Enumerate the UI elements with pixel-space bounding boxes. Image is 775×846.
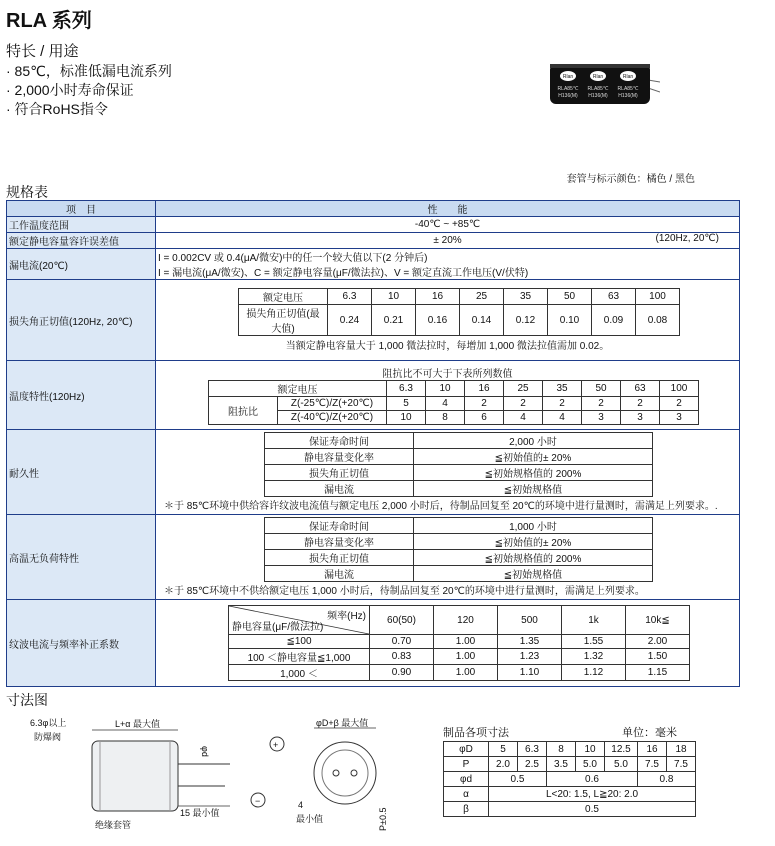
lt-r2: 3	[582, 411, 621, 425]
temp-label: 工作温度范围	[7, 217, 156, 233]
tan-v: 100	[636, 289, 680, 305]
lt-r2: 3	[621, 411, 660, 425]
lt-v: 25	[504, 381, 543, 397]
plus-label: +	[273, 740, 279, 750]
row-lt	[7, 361, 740, 430]
lt-r2: 4	[504, 411, 543, 425]
photo-rating-1: RLA85℃	[557, 86, 579, 92]
lt-r2: 4	[543, 411, 582, 425]
tan-val: 0.21	[372, 305, 416, 336]
tan-v: 35	[504, 289, 548, 305]
min15-label: 15 最小值	[180, 808, 220, 818]
photo-logo-2: Rlan	[592, 74, 604, 80]
feature-3: · 符合RoHS指令	[6, 101, 108, 117]
tan-label: 损失角正切值(120Hz, 20℃)	[7, 280, 156, 361]
lt-v: 6.3	[387, 381, 426, 397]
dimension-table: φD 5 6.3 8 10 12.5 16 18 P 2.0 2.5 3.5 5.0 5.0 7.5 7.5 φd 0.5 0.6 0.8 α L<20: 1.5, L≧20: 2.0 β 0.5	[443, 741, 696, 817]
photo-caption: 套管与标示颜色：橘色 / 黑色	[566, 174, 695, 185]
dim-heading: 寸法图	[6, 692, 48, 708]
lt-r1: 2	[621, 397, 660, 411]
lt-row2-label: Z(-40℃)/Z(+20℃)	[278, 411, 387, 425]
row-shelf	[7, 515, 740, 600]
page-title: RLA 系列	[6, 10, 92, 32]
lt-top: 阻抗比不可大于下表所列数值	[382, 369, 513, 380]
vent-label-1: 6.3φ以上	[30, 718, 67, 728]
sleeve-label: 绝缘套管	[95, 820, 132, 830]
dimtable-heading: 制品各项寸法	[443, 727, 509, 739]
tan-v: 6.3	[328, 289, 372, 305]
lt-r1: 2	[504, 397, 543, 411]
tan-val: 0.14	[460, 305, 504, 336]
lt-row1-label: Z(-25℃)/Z(+20℃)	[278, 397, 387, 411]
tan-v: 63	[592, 289, 636, 305]
lt-r1: 2	[465, 397, 504, 411]
tan-val: 0.12	[504, 305, 548, 336]
row-temp	[7, 217, 740, 233]
shelf-table: 保证寿命时间 1,000 小时 静电容量变化率 ≦初始值的± 20% 损失角正切值 ≦初始规格值的 200% 漏电流 ≦初始规格值	[264, 517, 653, 582]
lt-r2: 6	[465, 411, 504, 425]
lt-r1: 4	[426, 397, 465, 411]
spec-table	[6, 200, 740, 687]
vent-label-2: 防爆阀	[34, 732, 62, 742]
row-ripple	[7, 600, 740, 687]
tan-val: 0.08	[636, 305, 680, 336]
tan-val: 0.24	[328, 305, 372, 336]
row-tan	[7, 280, 740, 361]
features-heading: 特长 / 用途	[6, 43, 79, 60]
lt-v: 63	[621, 381, 660, 397]
pitch-label: P±0.5	[378, 807, 388, 831]
photo-code-3: H136(M)	[618, 93, 638, 99]
tan-val: 0.09	[592, 305, 636, 336]
end-note: ＊于 85℃环境中供给容许纹波电流值与额定电压 2,000 小时后，待制品回复至 20℃的环境中进行量测时，需满足上列要求。.	[164, 501, 718, 512]
row-tol	[7, 233, 740, 249]
lt-r2: 3	[660, 411, 699, 425]
phid-label: φd	[200, 746, 210, 757]
lt-label: 温度特性(120Hz)	[7, 361, 156, 430]
col-perf: 性 能	[156, 201, 740, 217]
min4-label-2: 最小值	[296, 814, 324, 824]
lt-r2: 10	[387, 411, 426, 425]
tol-cond: (120Hz, 20℃)	[655, 233, 719, 244]
lt-v: 16	[465, 381, 504, 397]
lt-r2: 8	[426, 411, 465, 425]
lt-v: 10	[426, 381, 465, 397]
lt-r1: 2	[543, 397, 582, 411]
rip-table: 频率(Hz) 静电容量(μF/微法拉) 60(50) 120 500 1k 10k≦ ≦100 0.70 1.00 1.35 1.55 2.00 100 ＜静电容量≦1,000 0.83 1.00 1.23 1.32 1.50 1,000 ＜ 0.90 1.00 1.10 1.12 1.15	[228, 605, 690, 681]
lt-table	[208, 380, 699, 425]
minus-label: −	[255, 796, 261, 806]
end-table: 保证寿命时间 2,000 小时 静电容量变化率 ≦初始值的± 20% 损失角正切值 ≦初始规格值的 200% 漏电流 ≦初始规格值	[264, 432, 653, 497]
shelf-note: ＊于 85℃环境中不供给额定电压 1,000 小时后，待制品回复至 20℃的环境中进行量测时，需满足上列要求。	[164, 586, 645, 597]
photo-logo-3: Rlan	[622, 74, 634, 80]
phiD-label: φD+β 最大值	[316, 718, 369, 728]
row-leak	[7, 249, 740, 280]
dimtable-unit: 单位：毫米	[622, 727, 677, 739]
min4-label: 4	[298, 800, 304, 810]
tan-v: 10	[372, 289, 416, 305]
tol-value: ± 20%	[433, 235, 462, 246]
capacitor-photo	[548, 58, 660, 110]
shelf-label: 高温无负荷特性	[7, 515, 156, 600]
lt-hdr: 额定电压	[209, 381, 387, 397]
lt-v: 35	[543, 381, 582, 397]
dimension-drawing	[30, 716, 430, 841]
tan-val: 0.10	[548, 305, 592, 336]
photo-rating-2: RLA85℃	[587, 86, 609, 92]
lt-r1: 2	[660, 397, 699, 411]
photo-rating-3: RLA85℃	[617, 86, 639, 92]
leak-line-2: I = 漏电流(μA/微安)、C = 额定静电容量(μF/微法拉)、V = 额定直流工作电压(V/伏特)	[158, 268, 529, 279]
tan-val: 0.16	[416, 305, 460, 336]
tan-note: 当额定静电容量大于 1,000 微法拉时，每增加 1,000 微法拉值需加 0.02。	[285, 341, 610, 352]
leak-label: 漏电流(20℃)	[7, 249, 156, 280]
lt-r1: 2	[582, 397, 621, 411]
tan-v: 16	[416, 289, 460, 305]
photo-logo-1: Rlan	[562, 74, 574, 80]
end-label: 耐久性	[7, 430, 156, 515]
len-label: L+α 最大值	[115, 719, 160, 729]
rip-label: 纹波电流与频率补正系数	[7, 600, 156, 687]
tan-row-label: 损失角正切值(最大值)	[239, 305, 328, 336]
lt-v: 100	[660, 381, 699, 397]
lt-group: 阻抗比	[209, 397, 278, 425]
lt-v: 50	[582, 381, 621, 397]
rip-freq-hdr: 频率(Hz)	[327, 611, 366, 622]
lt-r1: 5	[387, 397, 426, 411]
tan-hdr: 额定电压	[239, 289, 328, 305]
tol-label: 额定静电容量容许误差值	[7, 233, 156, 249]
row-endurance	[7, 430, 740, 515]
leak-line-1: I = 0.002CV 或 0.4(μA/微安)中的任一个较大值以下(2 分钟后)	[158, 253, 428, 264]
spec-header-row	[7, 201, 740, 217]
tan-table	[238, 288, 680, 336]
spec-heading: 规格表	[6, 184, 48, 200]
photo-code-1: H136(M)	[558, 93, 578, 99]
tan-v: 50	[548, 289, 592, 305]
feature-1: · 85℃，标准低漏电流系列	[6, 63, 172, 79]
tan-v: 25	[460, 289, 504, 305]
temp-value: -40℃ ~ +85℃	[156, 217, 740, 233]
photo-code-2: H136(M)	[588, 93, 608, 99]
feature-2: · 2,000小时寿命保证	[6, 82, 134, 98]
col-item: 项 目	[7, 201, 156, 217]
rip-cap-hdr: 静电容量(μF/微法拉)	[232, 622, 324, 633]
